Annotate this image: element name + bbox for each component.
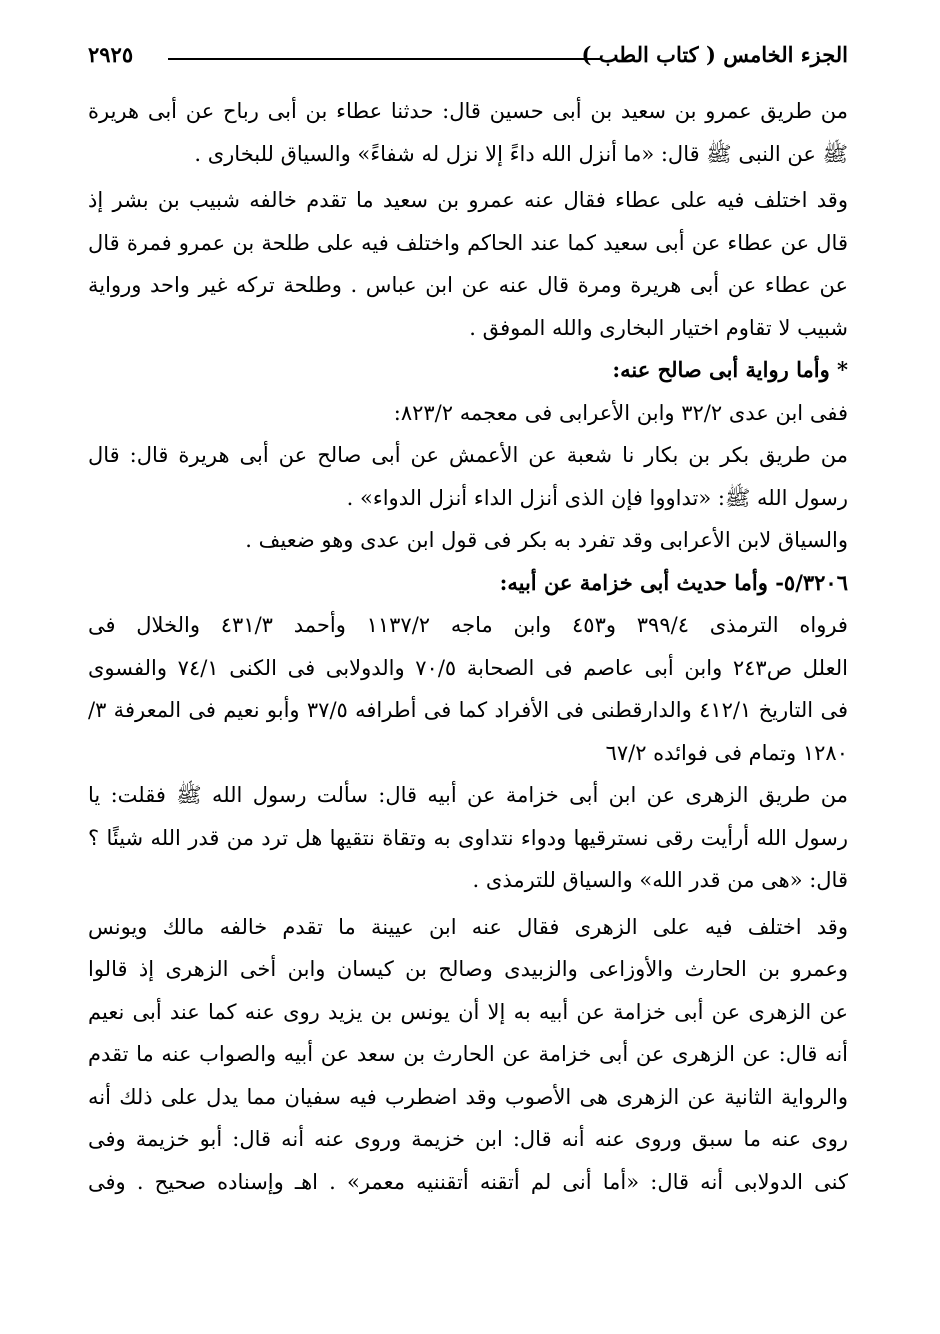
text-line: والسياق لابن الأعرابى وقد تفرد به بكر فى قول ابن عدى وهو ضعيف . bbox=[245, 528, 848, 552]
text-line: عن الزهرى عن أبى خزامة عن أبيه به إلا أن يونس بن يزيد روى عنه كما عند أبى نعيم bbox=[88, 999, 848, 1024]
running-head: الجزء الخامس ( كتاب الطب ) bbox=[581, 42, 848, 67]
text-line: كنى الدولابى أنه قال: «أما أنى لم أتقنه أتقننيه معمر» . اهـ وإسناده صحيح . وفى bbox=[88, 1169, 848, 1194]
page-body bbox=[88, 90, 848, 1203]
text-line: روى عنه ما سبق وروى عنه أنه قال: ابن خزيمة وروى عنه أنه قال: أبو خزيمة وفى bbox=[88, 1127, 848, 1151]
text-line: رسول الله أرأيت رقى نسترقيها ودواء نتداوى به وتقاة نتقيها هل ترد من قدر الله شيئًا ؟ bbox=[88, 825, 848, 850]
text-line: من طريق بكر بن بكار نا شعبة عن الأعمش عن أبى صالح عن أبى هريرة قال: قال bbox=[88, 443, 848, 467]
text-line: من طريق الزهرى عن ابن أبى خزامة عن أبيه قال: سألت رسول الله ﷺ فقلت: يا bbox=[88, 783, 848, 807]
text-line: ففى ابن عدى ٣٢/٢ وابن الأعرابى فى معجمه ٨٢٣/٢: bbox=[393, 400, 848, 425]
header-rule bbox=[168, 58, 600, 60]
text-line: وقد اختلف فيه على عطاء فقال عنه عمرو بن سعيد ما تقدم خالفه شبيب بن بشر إذ bbox=[88, 188, 848, 212]
text-line: قال عن عطاء عن أبى سعيد كما عند الحاكم واختلف فيه على طلحة بن عمرو فمرة قال bbox=[88, 230, 848, 255]
section-heading: * وأما رواية أبى صالح عنه: bbox=[612, 357, 848, 382]
text-line: شبيب لا تقاوم اختيار البخارى والله الموفق . bbox=[469, 315, 848, 340]
text-line: والرواية الثانية عن الزهرى هى الأصوب وقد اضطرب فيه سفيان مما يدل على ذلك أنه bbox=[88, 1084, 848, 1109]
text-line: عن عطاء عن أبى هريرة ومرة قال عنه عن ابن عباس . وطلحة تركه غير واحد ورواية bbox=[88, 273, 848, 297]
text-line: من طريق عمرو بن سعيد بن أبى حسين قال: حدثنا عطاء بن أبى رباح عن أبى هريرة bbox=[88, 99, 848, 123]
text-line: رسول الله ﷺ: «تداووا فإن الذى أنزل الداء أنزل الدواء» . bbox=[346, 485, 848, 510]
text-line: قال: «هى من قدر الله» والسياق للترمذى . bbox=[472, 868, 848, 892]
text-line: العلل ص٢٤٣ وابن أبى عاصم فى الصحابة ٧٠/٥ والدولابى فى الكنى ٧٤/١ والفسوى bbox=[88, 655, 848, 680]
text-line: أنه قال: عن الزهرى عن أبى خزامة عن الحارث بن سعد عن أبيه والصواب عنه ما تقدم bbox=[88, 1042, 848, 1066]
text-line: وعمرو بن الحارث والأوزاعى والزبيدى وصالح بن كيسان وابن أخى الزهرى إذ قالوا bbox=[88, 957, 848, 981]
page-header bbox=[88, 42, 848, 78]
text-line: ﷺ عن النبى ﷺ قال: «ما أنزل الله داءً إلا نزل له شفاءً» والسياق للبخارى . bbox=[194, 141, 848, 166]
text-line: وقد اختلف فيه على الزهرى فقال عنه ابن عيينة ما تقدم خالفه مالك ويونس bbox=[88, 914, 848, 939]
text-line: ١٢٨٠ وتمام فى فوائده ٦٧/٢ bbox=[605, 740, 848, 765]
section-heading: ٥/٣٢٠٦- وأما حديث أبى خزامة عن أبيه: bbox=[499, 569, 848, 595]
text-line: فرواه الترمذى ٣٩٩/٤ و٤٥٣ وابن ماجه ١١٣٧/٢ وأحمد ٤٣١/٣ والخلال فى bbox=[88, 613, 848, 637]
text-line: فى التاريخ ٤١٢/١ والدارقطنى فى الأفراد كما فى أطرافه ٣٧/٥ وأبو نعيم فى المعرفة ٣/ bbox=[88, 698, 848, 722]
page-number: ٢٩٢٥ bbox=[88, 42, 134, 67]
